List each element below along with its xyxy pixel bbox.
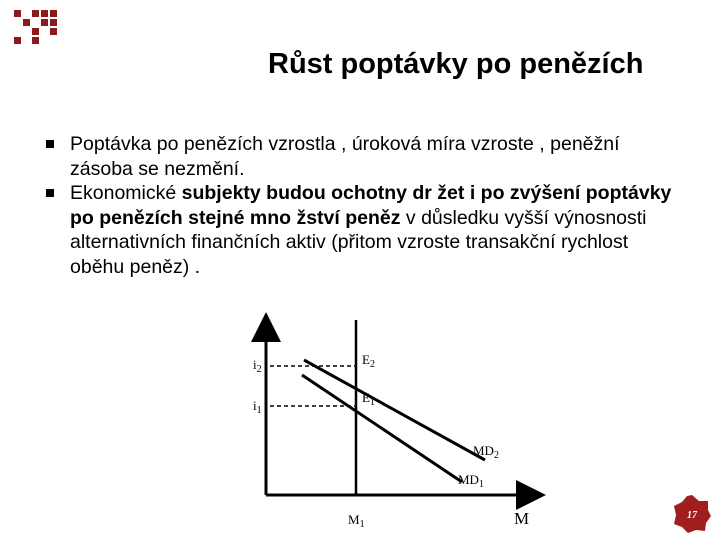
md1-curve bbox=[302, 375, 462, 482]
e1-label: $E_1$ bbox=[362, 390, 375, 408]
md1-label: $MD_1$ bbox=[458, 472, 484, 490]
page-number-badge bbox=[672, 494, 712, 534]
i1-label: $i_1$ bbox=[253, 398, 262, 416]
md2-label: $MD_2$ bbox=[473, 443, 499, 461]
y-axis-label: i bbox=[257, 326, 262, 342]
m1-label: $M_1$ bbox=[348, 512, 365, 530]
bullet-text: Poptávka po penězích vzrostla , úroková míra vzroste , peněžní zásoba se nezmění. bbox=[70, 133, 620, 180]
slide-title: Růst poptávky po penězích bbox=[268, 48, 644, 80]
e2-label: $E_2$ bbox=[362, 352, 375, 370]
page-number: 17 bbox=[687, 510, 697, 521]
bullet-text: Ekonomické bbox=[70, 182, 182, 204]
x-axis-label: M bbox=[514, 509, 530, 528]
bullet-text-bold: subjekty budou ochotny dr žet i po zvýšení poptávky po penězích stejné mno žství peněz bbox=[70, 182, 672, 229]
bullet-text: v důsledku vyšší výnosnosti alternativních finančních aktiv (přitom vzroste transakční rychlost oběhu peněz) . bbox=[70, 206, 647, 278]
md2-curve bbox=[304, 360, 485, 460]
i2-label: $i_2$ bbox=[253, 357, 262, 375]
